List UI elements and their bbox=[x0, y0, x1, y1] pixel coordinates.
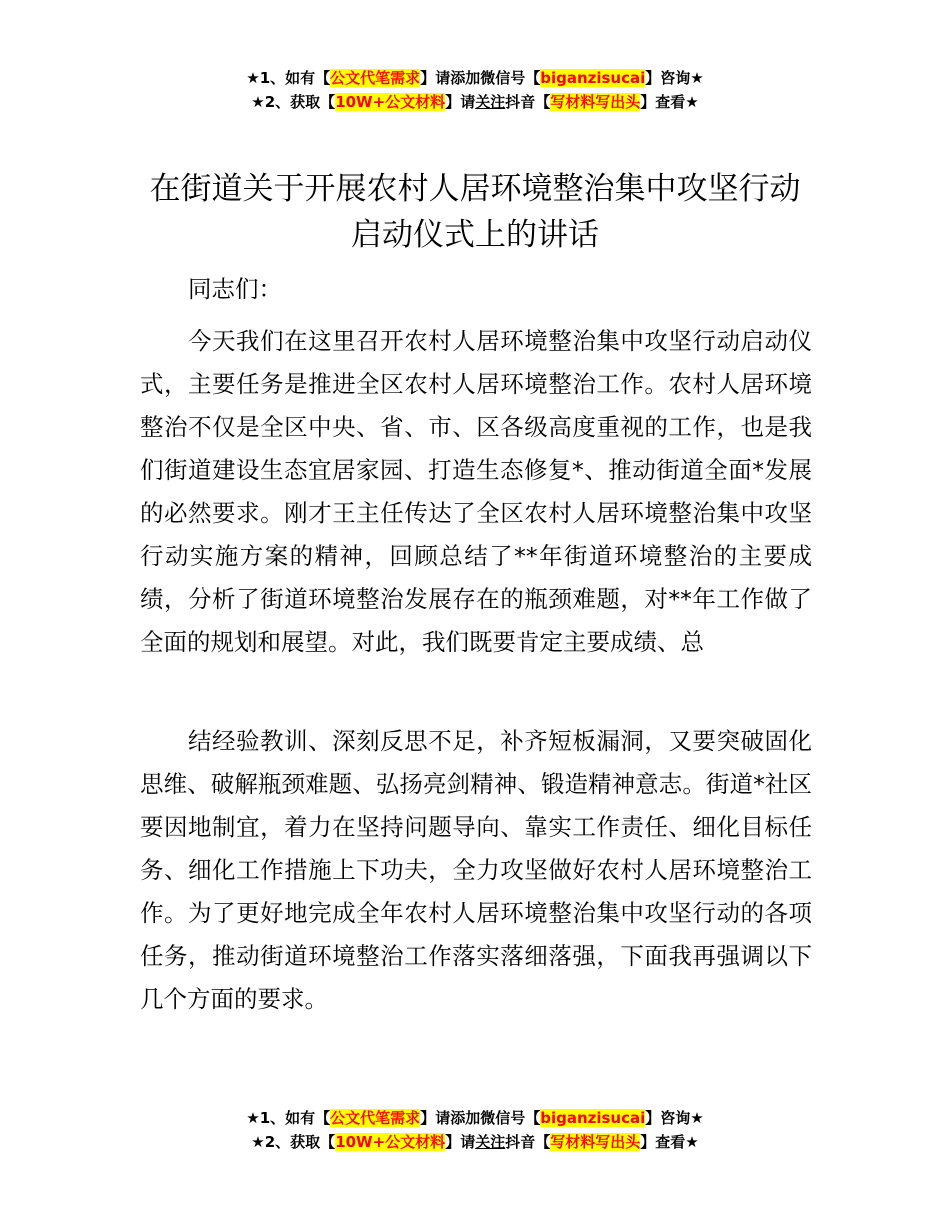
document-title: 在街道关于开展农村人居环境整治集中攻坚行动启动仪式上的讲话 bbox=[149, 171, 801, 253]
body-paragraph: 结经验教训、深刻反思不足，补齐短板漏洞，又要突破固化思维、破解瓶颈难题、弘扬亮剑精神、锻造精神意志。街道*社区要因地制宜，着力在坚持问题导向、靠实工作责任、细化目标任务、细化工作措施上下功夫，全力攻坚做好农村人居环境整治工作。为了更好地完成全年农村人居环境整治集中攻坚行动的各项任务，推动街道环境整治工作落实落细落强，下面我再强调以下几个方面的要求。 bbox=[140, 727, 812, 1013]
banner-text: ★2、获取【 bbox=[251, 93, 336, 111]
footer-banner bbox=[0, 1106, 950, 1154]
banner-text: 】请添加微信号【 bbox=[420, 69, 541, 87]
banner-text: 】查看★ bbox=[640, 93, 699, 111]
banner-line-1 bbox=[0, 1106, 950, 1130]
banner-line-2 bbox=[0, 1130, 950, 1154]
banner-text: 】查看★ bbox=[640, 1133, 699, 1151]
banner-text: ★1、如有【 bbox=[246, 69, 331, 87]
body-paragraph: 今天我们在这里召开农村人居环境整治集中攻坚行动启动仪式，主要任务是推进全区农村人居环境整治工作。农村人居环境整治不仅是全区中央、省、市、区各级高度重视的工作，也是我们街道建设生态宜居家园、打造生态修复*、推动街道全面*发展的必然要求。刚才王主任传达了全区农村人居环境整治集中攻坚行动实施方案的精神，回顾总结了**年街道环境整治的主要成绩，分析了街道环境整治发展存在的瓶颈难题，对**年工作做了全面的规划和展望。对此，我们既要肯定主要成绩、总 bbox=[140, 327, 812, 656]
wechat-id-highlight: biganzisucai bbox=[540, 1109, 646, 1127]
banner-highlight: 公文代笔需求 bbox=[330, 69, 421, 87]
banner-text: 】咨询★ bbox=[645, 1109, 704, 1127]
banner-text: 】咨询★ bbox=[645, 69, 704, 87]
banner-text: 】请 bbox=[445, 93, 476, 111]
wechat-id-highlight: biganzisucai bbox=[540, 69, 646, 87]
banner-highlight: 公文代笔需求 bbox=[330, 1109, 421, 1127]
banner-text: ★1、如有【 bbox=[246, 1109, 331, 1127]
banner-text: 抖音【 bbox=[505, 1133, 551, 1151]
banner-underlined-text: 关注 bbox=[475, 93, 506, 111]
banner-highlight: 写材料写出头 bbox=[550, 93, 641, 111]
salutation: 同志们： bbox=[188, 275, 282, 303]
header-banner bbox=[0, 66, 950, 114]
banner-highlight: 10W+公文材料 bbox=[335, 93, 446, 111]
banner-highlight: 写材料写出头 bbox=[550, 1133, 641, 1151]
banner-highlight: 10W+公文材料 bbox=[335, 1133, 446, 1151]
banner-line-1 bbox=[0, 66, 950, 90]
banner-text: 】请添加微信号【 bbox=[420, 1109, 541, 1127]
banner-text: ★2、获取【 bbox=[251, 1133, 336, 1151]
banner-text: 抖音【 bbox=[505, 93, 551, 111]
banner-line-2 bbox=[0, 90, 950, 114]
banner-underlined-text: 关注 bbox=[475, 1133, 506, 1151]
banner-text: 】请 bbox=[445, 1133, 476, 1151]
